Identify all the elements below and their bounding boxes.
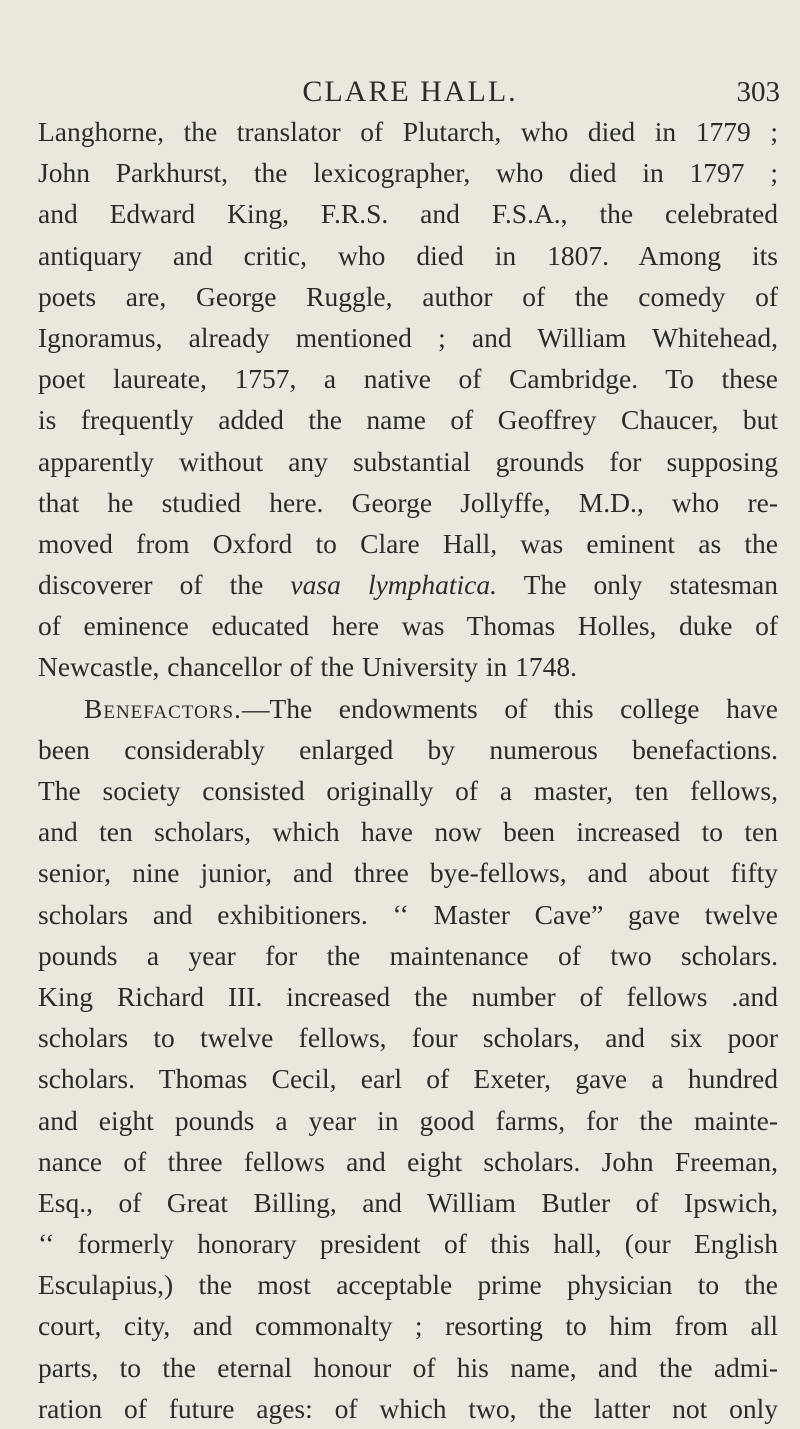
text-segment: discoverer of the: [38, 569, 264, 601]
text-line: court, city, and commonalty ; resorting to him from all: [38, 1310, 778, 1342]
text-segment: The only statesman: [523, 569, 778, 601]
text-line: parts, to the eternal honour of his name, and the admi-: [38, 1351, 778, 1383]
text-line: poets are, George Ruggle, author of the comedy of: [38, 280, 778, 312]
text-line: and eight pounds a year in good farms, for the mainte-: [38, 1104, 778, 1136]
text-line: poet laureate, 1757, a native of Cambridge. To these: [38, 363, 778, 395]
text-line: moved from Oxford to Clare Hall, was eminent as the: [38, 527, 778, 559]
text-segment: —The endowments of this college have: [241, 692, 778, 724]
text-line: scholars. Thomas Cecil, earl of Exeter, gave a hundred: [38, 1063, 778, 1095]
text-line: of eminence educated here was Thomas Holles, duke of: [38, 610, 778, 642]
text-line: apparently without any substantial grounds for supposing: [38, 445, 778, 477]
text-line: that he studied here. George Jollyffe, M.D., who re-: [38, 486, 778, 518]
text-line: ration of future ages: of which two, the latter not only: [38, 1392, 778, 1424]
text-line: John Parkhurst, the lexicographer, who died in 1797 ;: [38, 157, 778, 189]
running-header: [40, 72, 780, 112]
running-title: CLARE HALL.: [302, 75, 518, 108]
text-line: Langhorne, the translator of Plutarch, who died in 1779 ;: [38, 116, 778, 147]
text-line: antiquary and critic, who died in 1807. Among its: [38, 239, 778, 271]
text-line: Esq., of Great Billing, and William Butler of Ipswich,: [38, 1186, 778, 1218]
text-line: Esculapius,) the most acceptable prime physician to the: [38, 1269, 778, 1301]
text-line: been considerably enlarged by numerous benefactions.: [38, 733, 778, 765]
text-line: nance of three fellows and eight scholars. John Freeman,: [38, 1145, 778, 1177]
text-line: Newcastle, chancellor of the University in 1748.: [38, 651, 578, 683]
text-line: The society consisted originally of a master, ten fellows,: [38, 775, 778, 806]
italic-term: vasa lymphatica.: [290, 569, 498, 601]
text-line: senior, nine junior, and three bye-fellows, and about fifty: [38, 857, 778, 889]
page-number: 303: [736, 76, 780, 108]
text-line-with-italic: [38, 564, 778, 605]
section-heading: Benefactors.: [84, 692, 242, 724]
text-line: King Richard III. increased the number of fellows .and: [38, 980, 778, 1012]
text-line: and Edward King, F.R.S. and F.S.A., the celebrated: [38, 198, 778, 230]
text-line: scholars to twelve fellows, four scholars, and six poor: [38, 1022, 778, 1054]
body-text: [38, 111, 778, 1429]
text-line: and ten scholars, which have now been increased to ten: [38, 816, 778, 848]
text-line: pounds a year for the maintenance of two scholars.: [38, 939, 778, 971]
text-line: ‘‘ formerly honorary president of this hall, (our English: [38, 1228, 778, 1260]
text-line: is frequently added the name of Geoffrey Chaucer, but: [38, 404, 778, 436]
text-line: Ignoramus, already mentioned ; and William Whitehead,: [38, 321, 778, 353]
text-line: scholars and exhibitioners. ‘‘ Master Cave” gave twelve: [38, 898, 778, 930]
section-heading-line: [38, 688, 778, 729]
